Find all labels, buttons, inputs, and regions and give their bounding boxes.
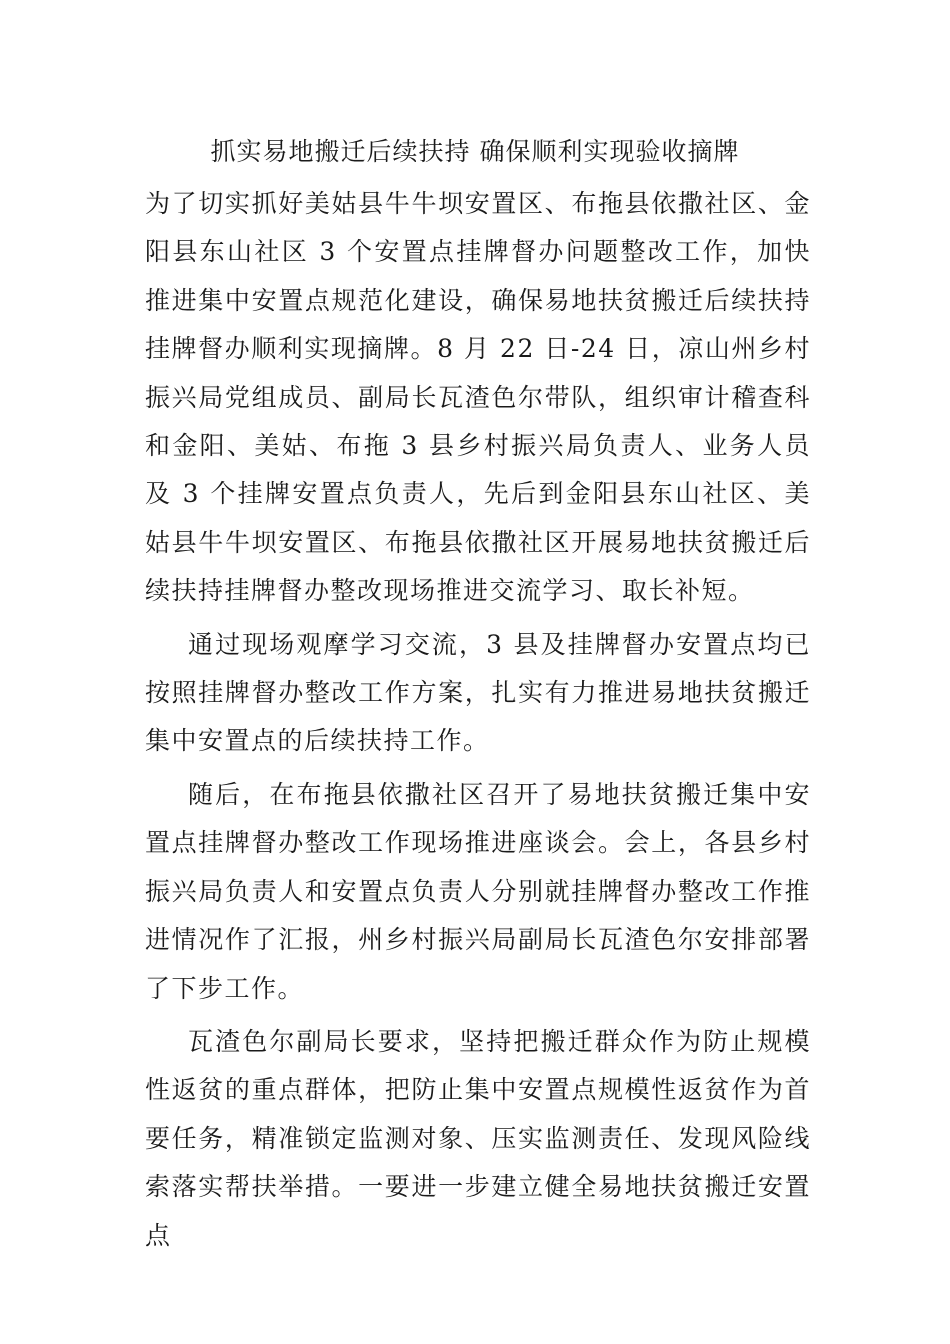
paragraph-observation: 通过现场观摩学习交流，3 县及挂牌督办安置点均已按照挂牌督办整改工作方案，扎实有力推进易地扶贫搬迁集中安置点的后续扶持工作。 xyxy=(145,629,811,756)
paragraph-intro: 为了切实抓好美姑县牛牛坝安置区、布拖县依撒社区、金阳县东山社区 3 个安置点挂牌督办问题整改工作，加快推进集中安置点规范化建设，确保易地扶贫搬迁后续扶持挂牌督办顺利实现摘牌。8 月 22 日-24 日，凉山州乡村振兴局党组成员、副局长瓦渣色尔带队，组织审计稽查科和金阳、美姑、布拖 3 县乡村振兴局负责人、业务人员及 3 个挂牌安置点负责人，先后到金阳县东山社区、美姑县牛牛坝安置区、布拖县依撒社区开展易地扶贫搬迁后续扶持挂牌督办整改现场推进交流学习、取长补短。 xyxy=(145,189,811,606)
document-title: 抓实易地搬迁后续扶持 确保顺利实现验收摘牌 xyxy=(210,137,740,166)
paragraph-requirements: 瓦渣色尔副局长要求，坚持把搬迁群众作为防止规模性返贫的重点群体，把防止集中安置点规模性返贫作为首要任务，精准锁定监测对象、压实监测责任、发现风险线索落实帮扶举措。一要进一步建立健全易地扶贫搬迁安置点 xyxy=(145,1026,811,1250)
document-body xyxy=(145,180,811,1260)
paragraph-meeting: 随后，在布拖县依撒社区召开了易地扶贫搬迁集中安置点挂牌督办整改工作现场推进座谈会。会上，各县乡村振兴局负责人和安置点负责人分别就挂牌督办整改工作推进情况作了汇报，州乡村振兴局副局长瓦渣色尔安排部署了下步工作。 xyxy=(145,779,811,1003)
